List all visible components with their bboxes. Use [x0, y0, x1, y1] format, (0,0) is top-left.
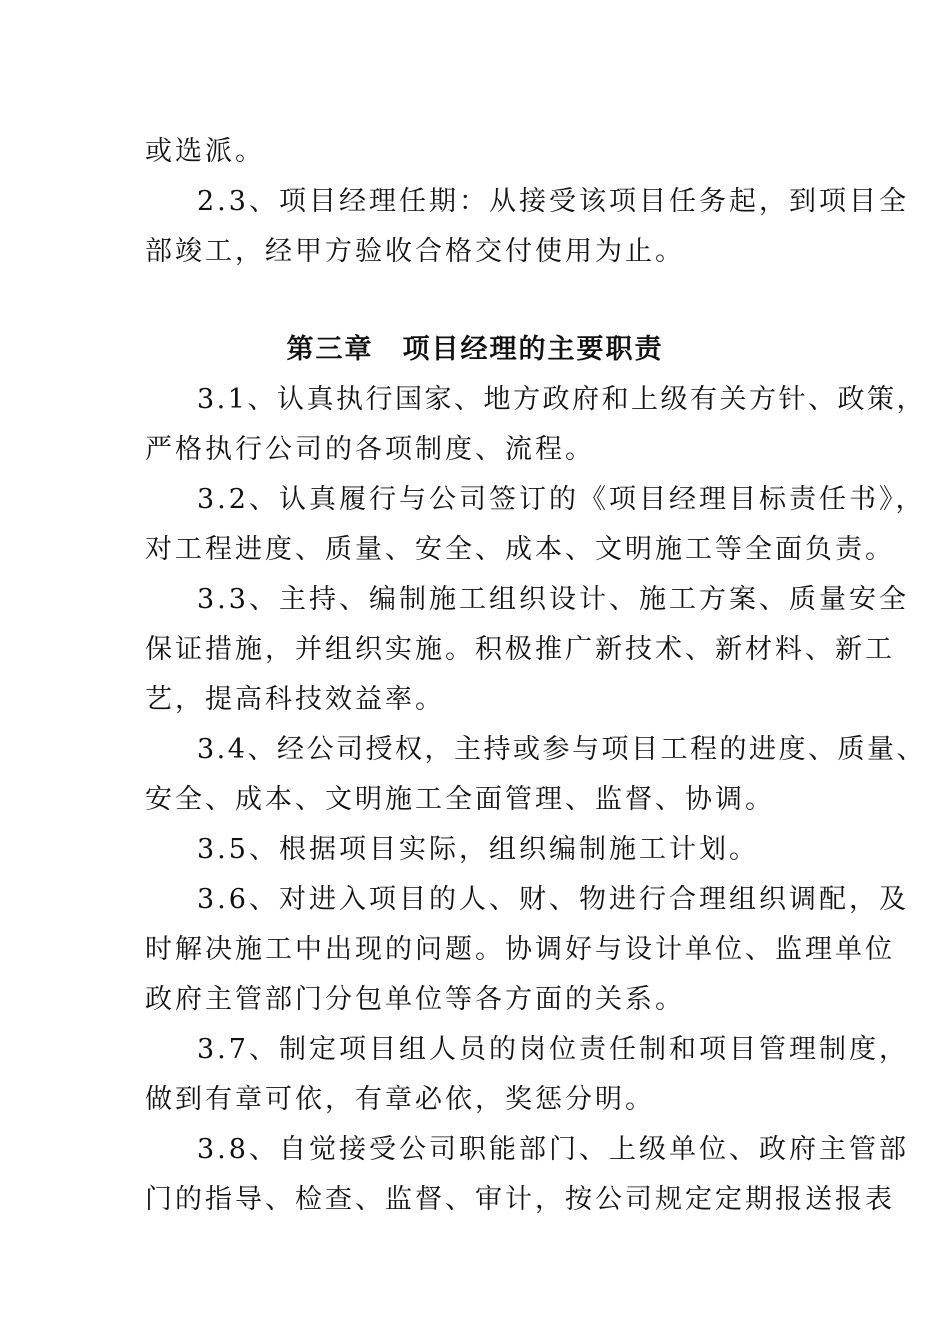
- text-line: 安全、成本、文明施工全面管理、监督、协调。: [145, 784, 775, 815]
- clause-3-6: 3.6、对进入项目的人、财、物进行合理组织调配，及: [197, 884, 909, 915]
- clause-3-1: 3.1、认真执行国家、地方政府和上级有关方针、政策，: [197, 384, 926, 415]
- text-line: 门的指导、检查、监督、审计，按公司规定定期报送报表: [145, 1184, 895, 1215]
- clause-3-8: 3.8、自觉接受公司职能部门、上级单位、政府主管部: [197, 1134, 909, 1165]
- clause-3-2: 3.2、认真履行与公司签订的《项目经理目标责任书》，: [197, 484, 926, 515]
- clause-3-7: 3.7、制定项目组人员的岗位责任制和项目管理制度，: [197, 1034, 909, 1065]
- text-line: 或选派。: [145, 136, 265, 167]
- text-line: 时解决施工中出现的问题。协调好与设计单位、监理单位: [145, 934, 895, 965]
- clause-2-3: 2.3、项目经理任期：从接受该项目任务起，到项目全: [197, 186, 909, 217]
- text-line: 艺，提高科技效益率。: [145, 684, 445, 715]
- clause-3-3: 3.3、主持、编制施工组织设计、施工方案、质量安全: [197, 584, 909, 615]
- clause-3-5: 3.5、根据项目实际，组织编制施工计划。: [197, 834, 759, 865]
- text-line: 部竣工，经甲方验收合格交付使用为止。: [145, 236, 685, 267]
- clause-3-4: 3.4、经公司授权，主持或参与项目工程的进度、质量、: [197, 734, 926, 765]
- text-line: 保证措施，并组织实施。积极推广新技术、新材料、新工: [145, 634, 895, 665]
- text-line: 政府主管部门分包单位等各方面的关系。: [145, 984, 685, 1015]
- text-line: 对工程进度、质量、安全、成本、文明施工等全面负责。: [145, 534, 895, 565]
- text-line: 做到有章可依，有章必依，奖惩分明。: [145, 1084, 655, 1115]
- chapter-heading: 第三章 项目经理的主要职责: [286, 334, 664, 365]
- text-line: 严格执行公司的各项制度、流程。: [145, 434, 595, 465]
